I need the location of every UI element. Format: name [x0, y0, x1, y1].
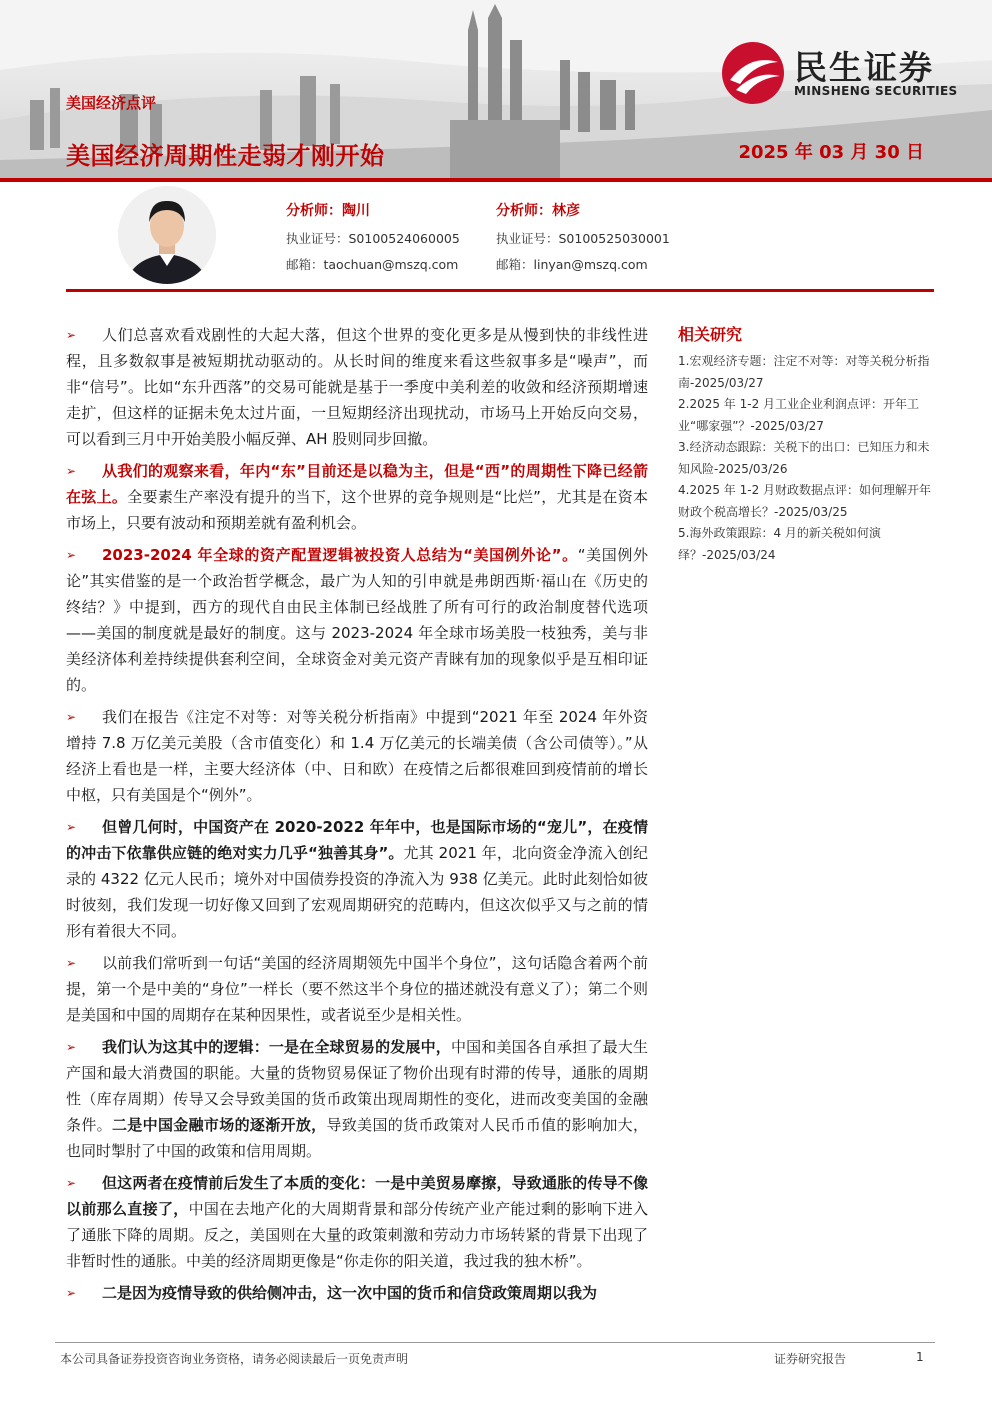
- body-paragraph: [66, 950, 648, 1028]
- related-item[interactable]: 2.2025 年 1-2 月工业企业利润点评：开年工业“哪家强”？-2025/03/27: [678, 397, 920, 433]
- analyst-avatar: [118, 186, 216, 284]
- analyst-2: [496, 200, 670, 281]
- paragraph-text: 中国和美国各自承担了最大生产国和最大消费国的职能。大量的货物贸易保证了物价出现有时滞的传导，通胀的周期性（库存周期）传导又会导致美国的货币政策出现周期性的变化，进而改变美国的金融条件。: [66, 1038, 648, 1134]
- related-item[interactable]: 1.宏观经济专题：注定不对等：对等关税分析指南-2025/03/27: [678, 354, 930, 390]
- paragraph-text: 我们认为这其中的逻辑：一是在全球贸易的发展中，: [102, 1038, 451, 1056]
- logo-cn-text: 民生证券: [794, 48, 934, 87]
- related-item[interactable]: 5.海外政策跟踪：4 月的新关税如何演绎？-2025/03/24: [678, 526, 881, 562]
- paragraph-text: 以前我们常听到一句话“美国的经济周期领先中国半个身位”，这句话隐含着两个前提，第一个是中美的“身位”一样长（要不然这半个身位的描述就没有意义了）；第二个则是美国和中国的周期存在某种因果性，或者说至少是相关性。: [66, 954, 648, 1024]
- paragraph-text: 人们总喜欢看戏剧性的大起大落，但这个世界的变化更多是从慢到快的非线性进程，且多数叙事是被短期扰动驱动的。从长时间的维度来看这些叙事多是“噪声”，而非“信号”。比如“东升西落”的交易可能就是基于一季度中美利差的收敛和经济预期增速走扩，但这样的证据未免太过片面，一旦短期经济出现扰动，市场马上开始反向交易，可以看到三月中开始美股小幅反弹、AH 股则同步回撤。: [66, 326, 648, 448]
- paragraph-text: “美国例外论”其实借鉴的是一个政治哲学概念，最广为人知的引申就是弗朗西斯·福山在《历史的终结？》中提到，西方的现代自由民主体制已经战胜了所有可行的政治制度替代选项——美国的制度就是最好的制度。这与 2023-2024 年全球市场美股一枝独秀，美与非美经济体利差持续提供套利空间，全球资金对美元资产青睐有加的现象似乎是互相印证的。: [66, 546, 648, 694]
- related-item[interactable]: 3.经济动态跟踪：关税下的出口：已知压力和未知风险-2025/03/26: [678, 440, 930, 476]
- bullet-arrow-icon: ➢: [66, 464, 77, 478]
- body-paragraph: [66, 814, 648, 944]
- report-category: 美国经济点评: [66, 94, 157, 112]
- bullet-arrow-icon: ➢: [66, 710, 77, 724]
- logo-en-text: MINSHENG SECURITIES: [794, 84, 958, 98]
- related-research: [678, 322, 934, 566]
- analyst-photo-icon: [118, 186, 216, 284]
- bullet-arrow-icon: ➢: [66, 820, 77, 834]
- body-paragraph: [66, 322, 648, 452]
- bullet-arrow-icon: ➢: [66, 1040, 77, 1054]
- banner-divider: [0, 178, 992, 182]
- paragraph-text: 我们在报告《注定不对等：对等关税分析指南》中提到“2021 年至 2024 年外资增持 7.8 万亿美元美股（含市值变化）和 1.4 万亿美元的长端美债（含公司债等）。”从经济上看也是一样，主要大经济体（中、日和欧）在疫情之后都很难回到疫情前的增长中枢，只有美国是个“例外”。: [66, 708, 648, 804]
- logo-mark-icon: [720, 40, 786, 106]
- paragraph-text: 从我们的观察来看，年内“东”目前还是以稳为主，但是“西”的周期性下降已经箭在弦上。: [66, 462, 648, 506]
- analyst-1-name: 分析师：陶川: [286, 203, 370, 219]
- analyst-1: [286, 200, 460, 281]
- report-date: 2025 年 03 月 30 日: [738, 142, 924, 163]
- company-logo: [720, 38, 970, 108]
- analyst-1-email[interactable]: 邮箱：taochuan@mszq.com: [286, 257, 459, 272]
- section-divider: [66, 289, 934, 292]
- report-body: [66, 322, 648, 1312]
- bullet-arrow-icon: ➢: [66, 548, 77, 562]
- paragraph-text: 2023-2024 年全球的资产配置逻辑被投资人总结为“美国例外论”。: [102, 546, 578, 564]
- analyst-2-cert: 执业证号：S0100525030001: [496, 231, 670, 246]
- analyst-1-cert: 执业证号：S0100524060005: [286, 231, 460, 246]
- body-paragraph: [66, 1034, 648, 1164]
- report-title: 美国经济周期性走弱才刚开始: [66, 142, 385, 170]
- body-paragraph: [66, 1170, 648, 1274]
- analyst-2-name: 分析师：林彦: [496, 203, 580, 219]
- bullet-arrow-icon: ➢: [66, 956, 77, 970]
- bullet-arrow-icon: ➢: [66, 1286, 77, 1300]
- related-item[interactable]: 4.2025 年 1-2 月财政数据点评：如何理解开年财政个税高增长？-2025/03/25: [678, 483, 932, 519]
- paragraph-text: 导致美国的货币政策对人民币币值的影响加大，也同时掣肘了中国的政策和信用周期。: [66, 1116, 648, 1160]
- footer-report-type: 证券研究报告: [774, 1352, 847, 1366]
- paragraph-text: 中国在去地产化的大周期背景和部分传统产业产能过剩的影响下进入了通胀下降的周期。反之，美国则在大量的政策刺激和劳动力市场转紧的背景下出现了非暂时性的通胀。中美的经济周期更像是“你走你的阳关道，我过我的独木桥”。: [66, 1200, 648, 1270]
- body-paragraph: [66, 458, 648, 536]
- body-paragraph: [66, 704, 648, 808]
- paragraph-text: 全要素生产率没有提升的当下，这个世界的竞争规则是“比烂”，尤其是在资本市场上，只要有波动和预期差就有盈利机会。: [66, 488, 648, 532]
- analyst-2-email[interactable]: 邮箱：linyan@mszq.com: [496, 257, 648, 272]
- page-number: 1: [916, 1350, 924, 1364]
- bullet-arrow-icon: ➢: [66, 328, 77, 342]
- body-paragraph: [66, 542, 648, 698]
- header-banner: [0, 0, 992, 180]
- footer-divider: [55, 1342, 935, 1343]
- bullet-arrow-icon: ➢: [66, 1176, 77, 1190]
- body-paragraph: [66, 1280, 648, 1306]
- paragraph-text: 但曾几何时，中国资产在 2020-2022 年年中，也是国际市场的“宠儿”，在疫情的冲击下依靠供应链的绝对实力几乎“独善其身”。: [66, 818, 648, 862]
- paragraph-text: 尤其 2021 年，北向资金净流入创纪录的 4322 亿元人民币；境外对中国债券投资的净流入为 938 亿美元。此时此刻恰如彼时彼刻，我们发现一切好像又回到了宏观周期研究的范畴内，但这次似乎又与之前的情形有着很大不同。: [66, 844, 648, 940]
- paragraph-text: 但这两者在疫情前后发生了本质的变化：一是中美贸易摩擦，导致通胀的传导不像以前那么直接了，: [66, 1174, 648, 1218]
- related-research-heading: 相关研究: [678, 325, 743, 344]
- paragraph-text: 二是中国金融市场的逐渐开放，: [111, 1116, 327, 1134]
- paragraph-text: 二是因为疫情导致的供给侧冲击，这一次中国的货币和信贷政策周期以我为: [102, 1284, 598, 1302]
- footer-disclaimer: 本公司具备证券投资咨询业务资格，请务必阅读最后一页免责声明: [60, 1352, 409, 1366]
